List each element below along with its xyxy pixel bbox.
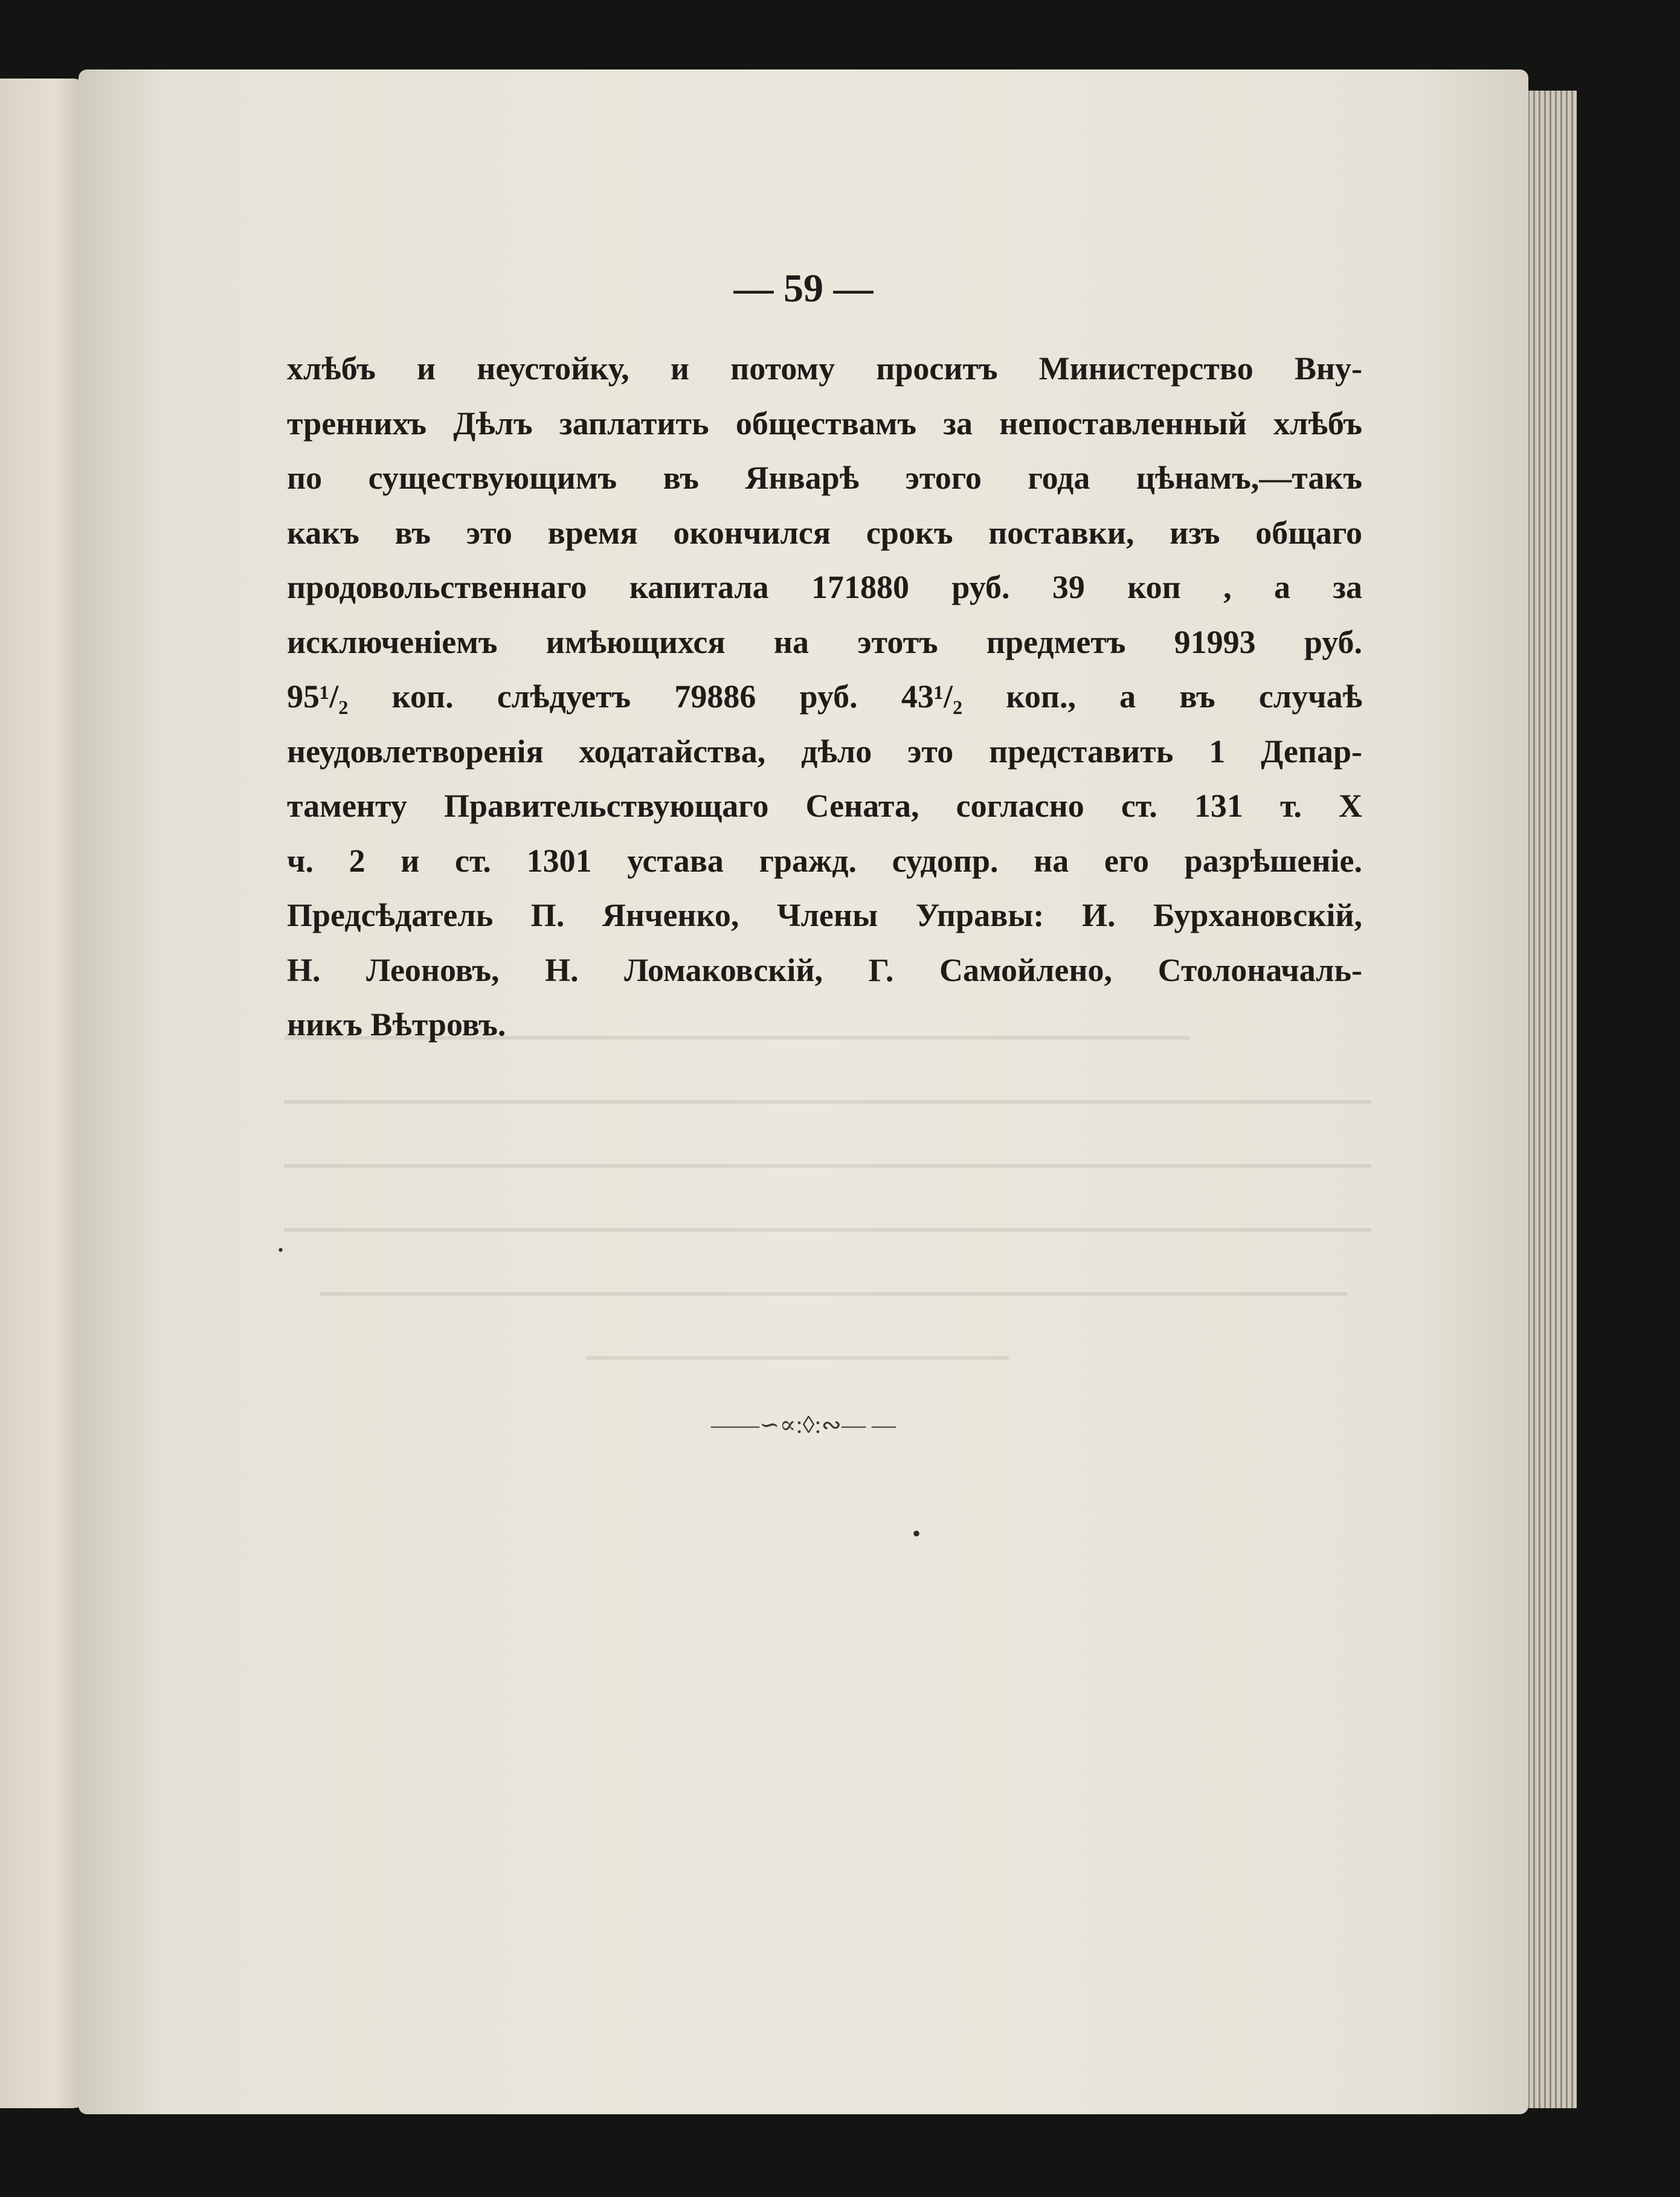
text-line: неудовлетворенія ходатайства, дѣло это представить 1 Депар-	[287, 733, 1362, 770]
text-line: таменту Правительствующаго Сената, согласно ст. 131 т. X	[287, 788, 1362, 824]
ink-speck: •	[912, 1520, 921, 1547]
text-line: исключеніемъ имѣющихся на этотъ предметъ 91993 руб.	[287, 623, 1362, 660]
text-line: 95¹/₂ коп. слѣдуетъ 79886 руб. 43¹/₂ коп., а въ случаѣ	[287, 678, 1362, 715]
ornament-divider: ——∽∝:◊:∾— —	[710, 1411, 896, 1438]
text-line: хлѣбъ и неустойку, и потому проситъ Министерство Вну-	[287, 350, 1362, 387]
bleed-through-texture	[284, 976, 1432, 2002]
text-line: ч. 2 и ст. 1301 устава гражд. судопр. на его разрѣшеніе.	[287, 842, 1362, 879]
text-line: по существующимъ въ Январѣ этого года цѣнамъ,—такъ	[287, 460, 1362, 496]
text-line: треннихъ Дѣлъ заплатить обществамъ за непоставленный хлѣбъ	[287, 405, 1362, 442]
text-line: Предсѣдатель П. Янченко, Члены Управы: И. Бурхановскій,	[287, 897, 1362, 933]
text-line: какъ въ это время окончился срокъ поставки, изъ общаго	[287, 514, 1362, 551]
text-line: никъ Вѣтровъ.	[287, 1006, 506, 1043]
book-page	[79, 69, 1528, 2114]
text-line: Н. Леоновъ, Н. Ломаковскій, Г. Самойлено, Столоначаль-	[287, 951, 1362, 988]
page-number: — 59 —	[733, 266, 874, 310]
body-text	[287, 341, 1362, 1052]
text-line: продовольственнаго капитала 171880 руб. 39 коп , а за	[287, 569, 1362, 605]
ink-speck: •	[278, 1241, 284, 1259]
left-page-edge	[0, 79, 91, 2108]
